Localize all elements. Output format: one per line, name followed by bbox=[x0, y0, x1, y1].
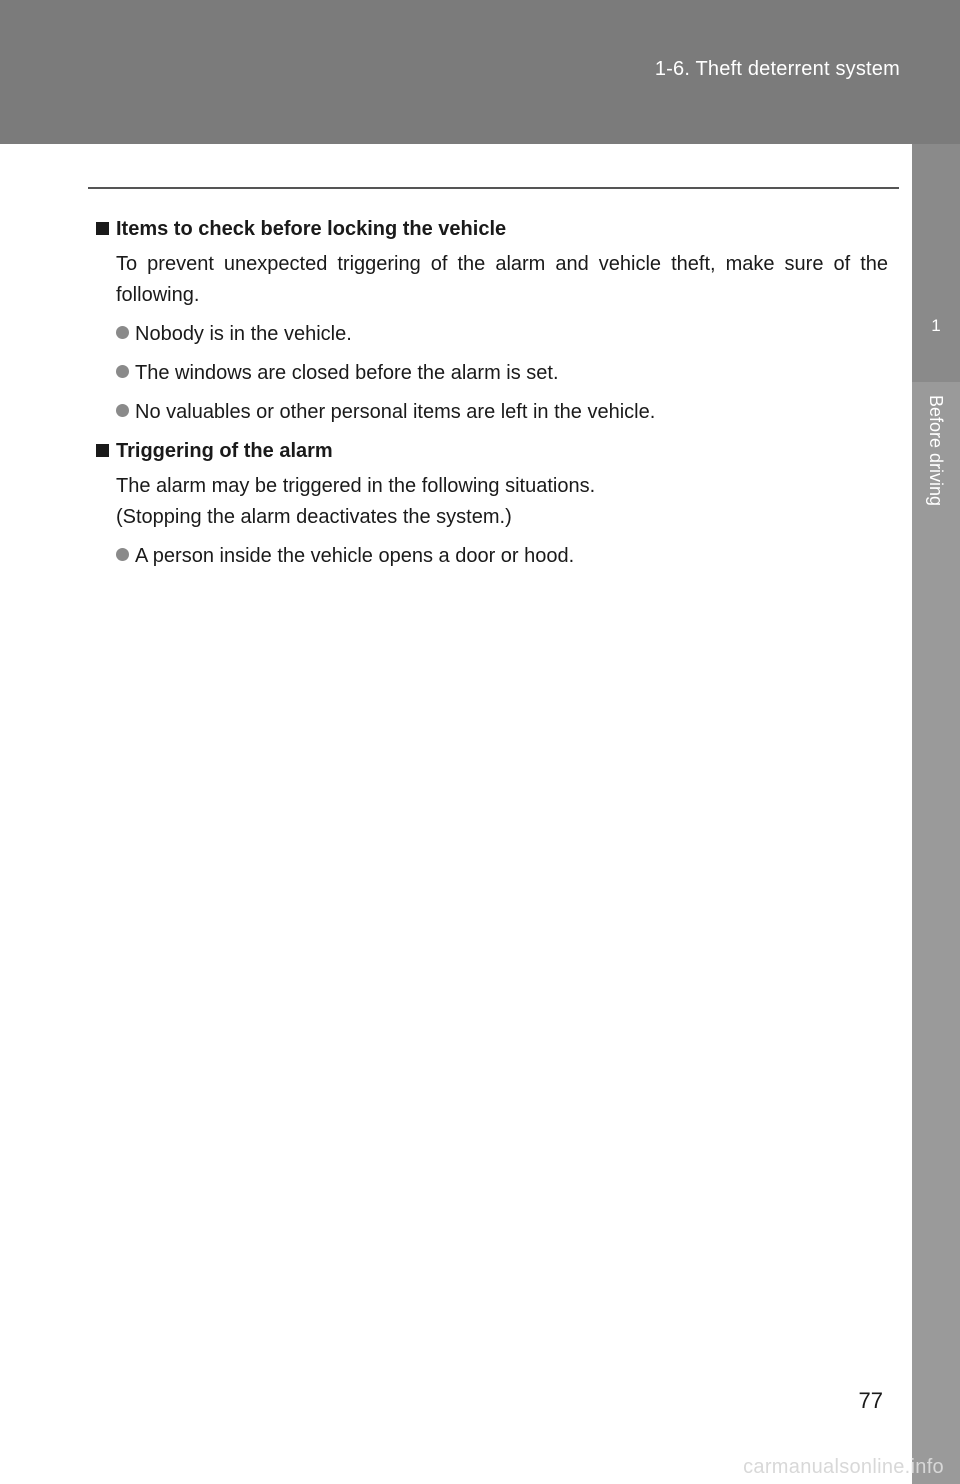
header-divider bbox=[88, 187, 899, 189]
list-item-text: The windows are closed before the alarm is set. bbox=[135, 362, 559, 384]
section-intro-note: (Stopping the alarm deactivates the system.) bbox=[116, 506, 512, 528]
chapter-tab-lower bbox=[912, 382, 960, 1484]
circle-bullet-icon bbox=[116, 404, 129, 417]
list-item-text: Nobody is in the vehicle. bbox=[135, 323, 352, 345]
circle-bullet-icon bbox=[116, 326, 129, 339]
page-content bbox=[96, 214, 888, 572]
square-bullet-icon bbox=[96, 444, 109, 457]
section-intro: To prevent unexpected triggering of the alarm and vehicle theft, make sure of the following. bbox=[116, 253, 888, 306]
section-triggering bbox=[96, 436, 888, 572]
list-item bbox=[116, 358, 888, 389]
circle-bullet-icon bbox=[116, 365, 129, 378]
list-item bbox=[116, 541, 888, 572]
chapter-number: 1 bbox=[931, 316, 941, 335]
section-intro: The alarm may be triggered in the following situations. bbox=[116, 475, 596, 497]
page-number: 77 bbox=[858, 1388, 883, 1413]
square-bullet-icon bbox=[96, 222, 109, 235]
chapter-tab bbox=[912, 144, 960, 382]
section-items-to-check bbox=[96, 214, 888, 428]
list-item bbox=[116, 397, 888, 428]
section-title: 1-6. Theft deterrent system bbox=[654, 58, 900, 80]
watermark: carmanualsonline.info bbox=[743, 1456, 944, 1478]
chapter-label: Before driving bbox=[926, 395, 946, 507]
section-heading bbox=[96, 214, 888, 245]
list-item-text: A person inside the vehicle opens a door or hood. bbox=[135, 545, 575, 567]
circle-bullet-icon bbox=[116, 548, 129, 561]
list-item bbox=[116, 319, 888, 350]
section-heading-text: Triggering of the alarm bbox=[116, 440, 333, 462]
list-item-text: No valuables or other personal items are left in the vehicle. bbox=[135, 401, 656, 423]
section-heading bbox=[96, 436, 888, 467]
section-heading-text: Items to check before locking the vehicle bbox=[116, 218, 507, 240]
